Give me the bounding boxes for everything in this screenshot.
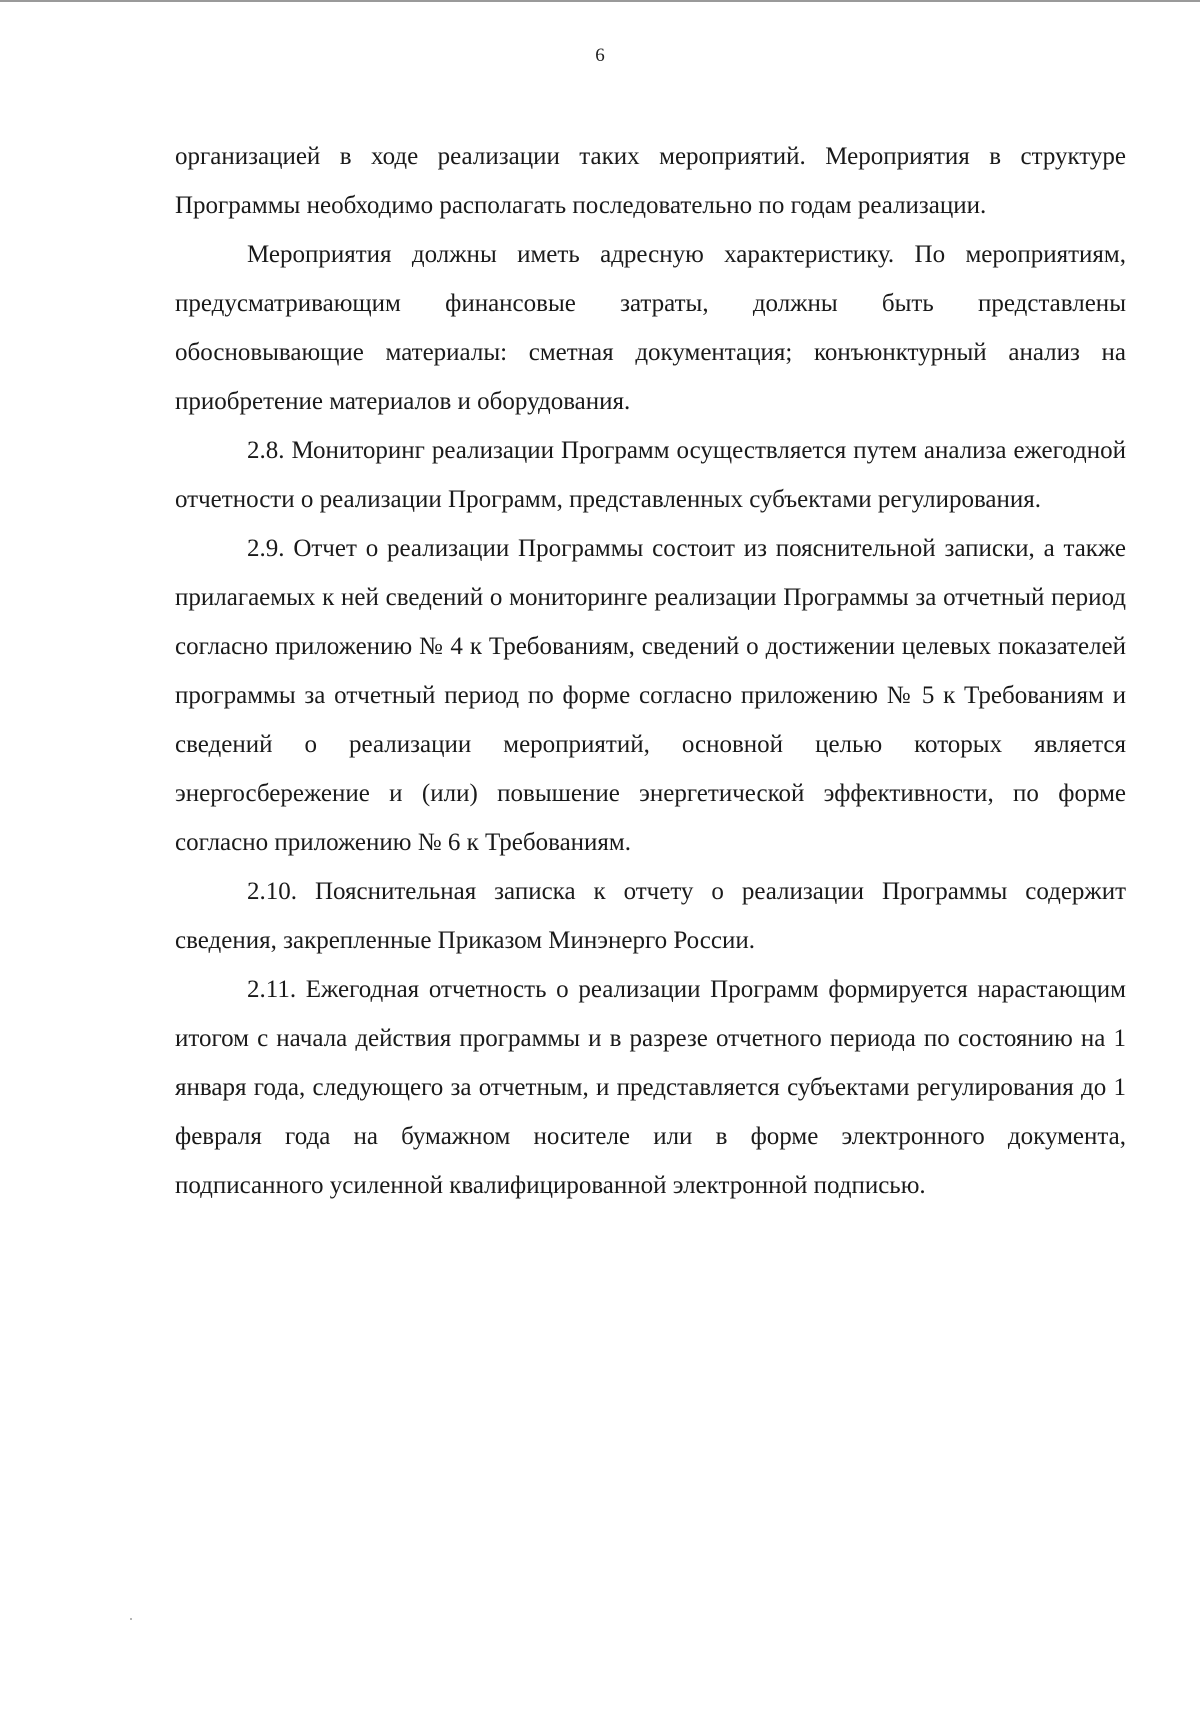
scan-speck bbox=[130, 1618, 132, 1620]
paragraph-clause-2-11: 2.11. Ежегодная отчетность о реализации Программ формируется нарастающим итогом с начала действия программы и в разрезе отчетного периода по состоянию на 1 января года, следующего за отчетным, и представляется субъектами регулирования до 1 февраля года на бумажном носителе или в форме электронного документа, подписанного усиленной квалифицированной электронной подписью. bbox=[175, 976, 1126, 1199]
paragraph-clause-2-8: 2.8. Мониторинг реализации Программ осуществляется путем анализа ежегодной отчетности о реализации Программ, представленных субъектами регулирования. bbox=[175, 437, 1126, 513]
paragraph-clause-2-10: 2.10. Пояснительная записка к отчету о реализации Программы содержит сведения, закрепленные Приказом Минэнерго России. bbox=[175, 878, 1126, 954]
paragraph-address-characteristics: Мероприятия должны иметь адресную характеристику. По мероприятиям, предусматривающим финансовые затраты, должны быть представлены обосновывающие материалы: сметная документация; конъюнктурный анализ на приобретение материалов и оборудования. bbox=[175, 241, 1126, 415]
scan-top-edge bbox=[0, 0, 1200, 2]
paragraph-continuation: организацией в ходе реализации таких мероприятий. Мероприятия в структуре Программы необходимо располагать последовательно по годам реализации. bbox=[175, 143, 1126, 219]
document-body bbox=[175, 132, 1126, 1210]
page-number: 6 bbox=[595, 45, 605, 66]
paragraph-clause-2-9: 2.9. Отчет о реализации Программы состоит из пояснительной записки, а также прилагаемых к ней сведений о мониторинге реализации Программы за отчетный период согласно приложению № 4 к Требованиям, сведений о достижении целевых показателей программы за отчетный период по форме согласно приложению № 5 к Требованиям и сведений о реализации мероприятий, основной целью которых является энергосбережение и (или) повышение энергетической эффективности, по форме согласно приложению № 6 к Требованиям. bbox=[175, 535, 1126, 856]
